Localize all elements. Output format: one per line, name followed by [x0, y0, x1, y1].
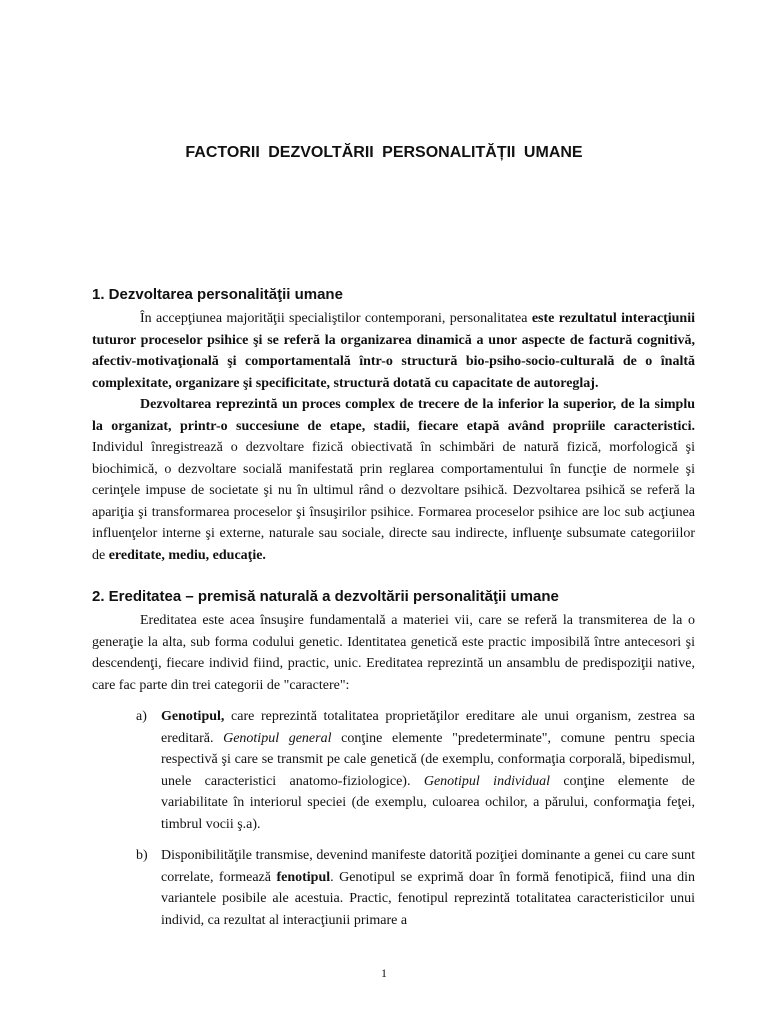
section-gap: [92, 566, 695, 586]
italic-text-run: Genotipul individual: [423, 773, 550, 789]
text-run: conţine elemente de variabilitate în interiorul speciei (de exemplu, culoarea ochilor, a părului, conformaţia feţei, timbrul vocii ş.a).: [161, 773, 696, 832]
list-item-b: [92, 845, 695, 931]
list-item-a: [92, 706, 695, 835]
section-1-paragraph-1: [92, 308, 695, 394]
text-run: care reprezintă totalitatea proprietăţilor ereditare ale unui organism, zestrea sa ereditară.: [161, 709, 695, 746]
bold-text-run: Genotipul,: [161, 709, 225, 724]
section-1-paragraph-2: [92, 394, 695, 566]
section-2-heading: 2. Ereditatea – premisă naturală a dezvoltării personalităţii umane: [92, 588, 559, 605]
bold-text-run: fenotipul: [276, 869, 331, 885]
text-run: Disponibilităţile transmise, devenind manifeste datorită poziţiei dominante a genei cu care sunt correlate, formează: [161, 848, 695, 885]
list-marker: b): [136, 848, 148, 863]
document-body: [92, 284, 695, 931]
list-item-text: [161, 845, 695, 931]
page-number: 1: [381, 966, 387, 980]
italic-text-run: Genotipul general: [223, 730, 332, 746]
text-run: conţine elemente "predeterminate", comune pentru specia respectivă şi care se transmit pe cale genetică (de exemplu, conformaţia corporală, bipedismul, unele caracteristici anatomo-fiziologice).: [161, 730, 695, 789]
section-1-heading: 1. Dezvoltarea personalităţii umane: [92, 286, 343, 303]
list-marker: a): [136, 709, 147, 724]
list-item-text: [161, 706, 695, 835]
document-title: FACTORII DEZVOLTĂRII PERSONALITĂȚII UMANE: [185, 144, 583, 161]
text-run: În accepţiunea majorităţii specialiştilor contemporani, personalitatea: [140, 311, 532, 326]
bold-text-run: ereditate, mediu, educaţie.: [108, 547, 266, 563]
text-run: Individul înregistrează o dezvoltare fizică obiectivată în schimbări de natură fizică, morfologică şi biochimică, o dezvoltare socială manifestată prin reglarea comportamentului în funcţie de normele şi cerinţele impuse de societate şi nu în ultimul rând o dezvoltare psihică. Dezvoltarea psihică se referă la apariţia şi transformarea proceselor şi însuşirilor psihice. Formarea proceselor psihice are loc sub acţiunea influenţelor interne şi externe, naturale sau sociale, directe sau indirecte, influenţe subsumate categoriilor de: [92, 440, 695, 563]
section-2-paragraph-1: Ereditatea este acea însuşire fundamentală a materiei vii, care se referă la transmiterea de la o generaţie la alta, sub forma codului genetic. Identitatea genetică este practic imposibilă între antecesori şi descendenţi, fiecare individ fiind, practic, unic. Ereditatea reprezintă un ansamblu de predispoziţii native, care fac parte din trei categorii de "caractere":: [92, 613, 695, 693]
bold-text-run: Dezvoltarea reprezintă un proces complex de trecere de la inferior la superior, de la simplu la organizat, printr-o succesiune de etape, stadii, fiecare etapă având propriile caracteristici.: [92, 397, 695, 434]
text-run: . Genotipul se exprimă doar în formă fenotipică, fiind una din variantele posibile ale acestuia. Practic, fenotipul reprezintă totalitatea caracteristicilor unui individ, ca rezultat al interacţiunii primare a: [161, 869, 695, 928]
bold-text-run: este rezultatul interacţiunii tuturor proceselor psihice şi se referă la organizarea dinamică a unor aspecte de factură cognitivă, afectiv-motivaţională şi comportamentală într-o structură bio-psiho-socio-culturală de o înaltă complexitate, organizare şi specificitate, structură dotată cu capacitate de autoreglaj.: [92, 311, 695, 391]
